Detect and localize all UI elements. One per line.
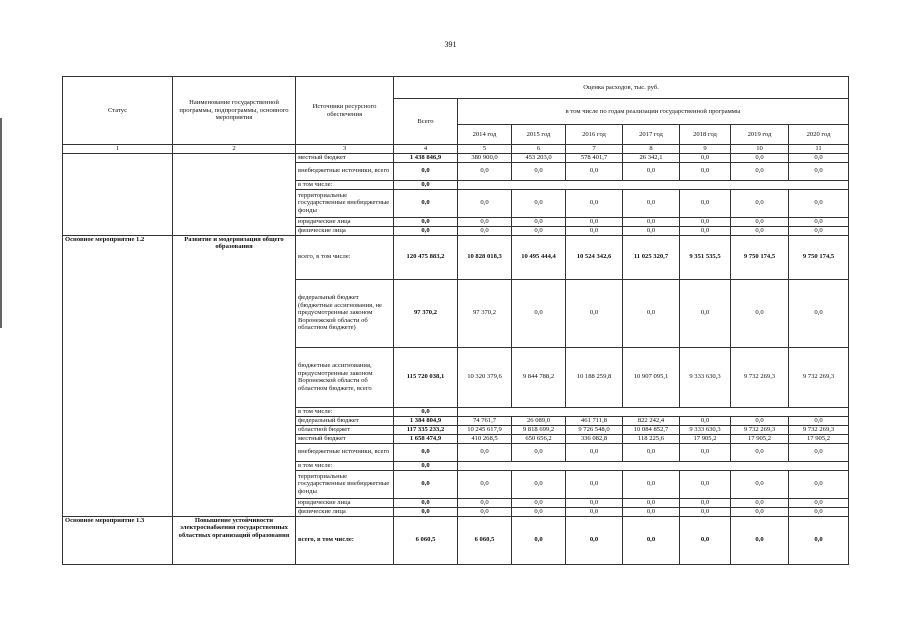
value-total: 0,0	[394, 443, 458, 461]
value-2017: 0,0	[623, 516, 680, 564]
value-2018: 0,0	[680, 162, 731, 180]
value-2014: 0,0	[458, 507, 512, 516]
value-2017: 0,0	[623, 189, 680, 217]
table-row	[63, 153, 849, 162]
value-2016: 461 711,8	[566, 416, 623, 425]
value-2018: 9 333 630,3	[680, 425, 731, 434]
value-2014: 410 268,5	[458, 434, 512, 443]
value-2018: 0,0	[680, 507, 731, 516]
value-2018: 9 351 535,5	[680, 235, 731, 279]
value-2019: 0,0	[731, 443, 789, 461]
header-by-years: в том числе по годам реализации государственной программы	[458, 99, 849, 125]
table-row	[63, 516, 849, 564]
value-2015: 0,0	[512, 507, 566, 516]
name-cell: Повышение устойчивости электроснабжения государственных областных организаций образования	[173, 516, 296, 564]
header-year: 2020 год	[789, 125, 849, 145]
header-year: 2016 год	[566, 125, 623, 145]
column-numbers-row	[63, 145, 849, 154]
name-cell: Развитие и модернизация общего образования	[173, 235, 296, 516]
value-2018: 0,0	[680, 443, 731, 461]
value-2015: 0,0	[512, 443, 566, 461]
value-total: 97 370,2	[394, 279, 458, 347]
header-estimate: Оценка расходов, тыс. руб.	[394, 77, 849, 99]
source-label: территориальные государственные внебюджетные фонды	[296, 189, 394, 217]
source-label: в том числе:	[296, 180, 394, 189]
empty-cells	[458, 461, 849, 470]
value-2020: 9 732 269,3	[789, 425, 849, 434]
header-sources: Источники ресурсного обеспечения	[296, 77, 394, 145]
value-2016: 10 524 342,6	[566, 235, 623, 279]
value-2016: 9 726 548,0	[566, 425, 623, 434]
col-number: 3	[296, 145, 394, 154]
value-2020: 0,0	[789, 498, 849, 507]
value-2017: 0,0	[623, 279, 680, 347]
value-2014: 97 370,2	[458, 279, 512, 347]
value-2015: 0,0	[512, 217, 566, 226]
value-2014: 6 060,5	[458, 516, 512, 564]
value-2015: 650 656,2	[512, 434, 566, 443]
value-2017: 10 084 852,7	[623, 425, 680, 434]
header-year: 2015 год	[512, 125, 566, 145]
value-2020: 0,0	[789, 226, 849, 235]
value-2018: 0,0	[680, 217, 731, 226]
value-2014: 10 320 379,6	[458, 347, 512, 407]
value-2015: 9 844 788,2	[512, 347, 566, 407]
value-2014: 0,0	[458, 498, 512, 507]
value-2016: 0,0	[566, 443, 623, 461]
value-2014: 0,0	[458, 470, 512, 498]
value-2020: 0,0	[789, 507, 849, 516]
value-2017: 118 225,6	[623, 434, 680, 443]
value-2015: 0,0	[512, 226, 566, 235]
header-year: 2017 год	[623, 125, 680, 145]
value-total: 0,0	[394, 461, 458, 470]
value-2020: 0,0	[789, 416, 849, 425]
value-2020: 0,0	[789, 162, 849, 180]
value-2019: 17 905,2	[731, 434, 789, 443]
header-name: Наименование государственной программы, подпрограммы, основного мероприятия	[173, 77, 296, 145]
header-year: 2018 год	[680, 125, 731, 145]
status-cell: Основное мероприятие 1.2	[63, 235, 173, 516]
value-2016: 0,0	[566, 470, 623, 498]
value-2014: 10 245 617,9	[458, 425, 512, 434]
source-label: бюджетные ассигнования, предусмотренные законом Воронежской области об областном бюджете, всего	[296, 347, 394, 407]
value-2020: 0,0	[789, 153, 849, 162]
col-number: 1	[63, 145, 173, 154]
value-2019: 9 732 269,3	[731, 425, 789, 434]
value-total: 1 658 474,9	[394, 434, 458, 443]
header-total: Всего	[394, 99, 458, 145]
source-label: федеральный бюджет	[296, 416, 394, 425]
value-2019: 0,0	[731, 217, 789, 226]
value-2019: 0,0	[731, 279, 789, 347]
page-number: 391	[444, 40, 457, 49]
value-2019: 9 750 174,5	[731, 235, 789, 279]
value-2014: 0,0	[458, 162, 512, 180]
col-number: 11	[789, 145, 849, 154]
value-total: 0,0	[394, 407, 458, 416]
value-2017: 0,0	[623, 470, 680, 498]
value-2017: 822 242,4	[623, 416, 680, 425]
value-total: 115 720 038,1	[394, 347, 458, 407]
source-label: в том числе:	[296, 407, 394, 416]
value-total: 1 438 846,9	[394, 153, 458, 162]
source-label: внебюджетные источники, всего	[296, 443, 394, 461]
empty-cells	[458, 180, 849, 189]
value-2017: 0,0	[623, 162, 680, 180]
value-2018: 0,0	[680, 416, 731, 425]
value-2015: 10 495 444,4	[512, 235, 566, 279]
source-label: в том числе:	[296, 461, 394, 470]
name-cell-empty	[173, 153, 296, 235]
value-total: 1 384 804,9	[394, 416, 458, 425]
value-total: 0,0	[394, 507, 458, 516]
empty-cells	[458, 407, 849, 416]
source-label: физические лица	[296, 226, 394, 235]
value-2018: 0,0	[680, 470, 731, 498]
value-2016: 0,0	[566, 279, 623, 347]
value-2019: 0,0	[731, 153, 789, 162]
value-2020: 0,0	[789, 470, 849, 498]
source-label: юридические лица	[296, 498, 394, 507]
value-2019: 0,0	[731, 416, 789, 425]
value-2018: 0,0	[680, 279, 731, 347]
value-2016: 336 082,8	[566, 434, 623, 443]
source-label: всего, в том числе:	[296, 516, 394, 564]
value-2015: 0,0	[512, 279, 566, 347]
source-label: областной бюджет	[296, 425, 394, 434]
value-2017: 11 025 320,7	[623, 235, 680, 279]
value-2015: 26 089,0	[512, 416, 566, 425]
status-cell: Основное мероприятие 1.3	[63, 516, 173, 564]
value-2014: 380 900,0	[458, 153, 512, 162]
value-2018: 9 333 630,3	[680, 347, 731, 407]
header-status: Статус	[63, 77, 173, 145]
col-number: 6	[512, 145, 566, 154]
value-2019: 0,0	[731, 516, 789, 564]
value-2016: 0,0	[566, 507, 623, 516]
header-year: 2019 год	[731, 125, 789, 145]
col-number: 2	[173, 145, 296, 154]
budget-table	[62, 76, 849, 565]
value-2019: 0,0	[731, 162, 789, 180]
value-2016: 0,0	[566, 189, 623, 217]
source-label: местный бюджет	[296, 434, 394, 443]
value-2016: 10 188 259,8	[566, 347, 623, 407]
col-number: 7	[566, 145, 623, 154]
value-2019: 0,0	[731, 498, 789, 507]
value-2020: 17 905,2	[789, 434, 849, 443]
value-total: 0,0	[394, 226, 458, 235]
value-2016: 0,0	[566, 226, 623, 235]
value-2014: 10 828 018,3	[458, 235, 512, 279]
value-total: 0,0	[394, 180, 458, 189]
value-total: 6 060,5	[394, 516, 458, 564]
value-2015: 0,0	[512, 162, 566, 180]
value-2015: 0,0	[512, 189, 566, 217]
source-label: всего, в том числе:	[296, 235, 394, 279]
value-2016: 0,0	[566, 162, 623, 180]
source-label: территориальные государственные внебюджетные фонды	[296, 470, 394, 498]
value-2018: 0,0	[680, 153, 731, 162]
col-number: 9	[680, 145, 731, 154]
value-2020: 0,0	[789, 217, 849, 226]
value-2017: 0,0	[623, 507, 680, 516]
status-cell-empty	[63, 153, 173, 235]
scan-edge-mark	[0, 118, 2, 328]
value-2017: 26 342,1	[623, 153, 680, 162]
value-2017: 0,0	[623, 226, 680, 235]
value-2018: 17 905,2	[680, 434, 731, 443]
value-2017: 0,0	[623, 217, 680, 226]
value-2018: 0,0	[680, 498, 731, 507]
value-total: 0,0	[394, 189, 458, 217]
col-number: 4	[394, 145, 458, 154]
value-2020: 0,0	[789, 279, 849, 347]
value-total: 0,0	[394, 217, 458, 226]
value-total: 117 335 233,2	[394, 425, 458, 434]
table-row	[63, 235, 849, 279]
value-2015: 0,0	[512, 498, 566, 507]
source-label: внебюджетные источники, всего	[296, 162, 394, 180]
value-2015: 0,0	[512, 470, 566, 498]
col-number: 10	[731, 145, 789, 154]
value-2019: 9 732 269,3	[731, 347, 789, 407]
value-2017: 10 907 095,1	[623, 347, 680, 407]
value-2018: 0,0	[680, 189, 731, 217]
value-2020: 0,0	[789, 443, 849, 461]
value-2016: 0,0	[566, 516, 623, 564]
value-2018: 0,0	[680, 226, 731, 235]
value-2014: 0,0	[458, 189, 512, 217]
value-2019: 0,0	[731, 226, 789, 235]
value-total: 0,0	[394, 162, 458, 180]
value-2019: 0,0	[731, 507, 789, 516]
col-number: 8	[623, 145, 680, 154]
value-2015: 9 818 699,2	[512, 425, 566, 434]
value-total: 0,0	[394, 470, 458, 498]
value-2016: 0,0	[566, 498, 623, 507]
value-2020: 0,0	[789, 189, 849, 217]
source-label: физические лица	[296, 507, 394, 516]
value-2015: 453 203,0	[512, 153, 566, 162]
value-2020: 0,0	[789, 516, 849, 564]
header-year: 2014 год	[458, 125, 512, 145]
value-2016: 578 401,7	[566, 153, 623, 162]
value-2020: 9 750 174,5	[789, 235, 849, 279]
value-2019: 0,0	[731, 189, 789, 217]
value-2014: 0,0	[458, 443, 512, 461]
value-2017: 0,0	[623, 443, 680, 461]
value-2014: 74 761,7	[458, 416, 512, 425]
value-2014: 0,0	[458, 226, 512, 235]
value-total: 0,0	[394, 498, 458, 507]
value-2017: 0,0	[623, 498, 680, 507]
source-label: местный бюджет	[296, 153, 394, 162]
value-2015: 0,0	[512, 516, 566, 564]
value-2019: 0,0	[731, 470, 789, 498]
value-2018: 0,0	[680, 516, 731, 564]
value-2016: 0,0	[566, 217, 623, 226]
source-label: юридические лица	[296, 217, 394, 226]
value-2020: 9 732 269,3	[789, 347, 849, 407]
value-total: 120 475 883,2	[394, 235, 458, 279]
value-2014: 0,0	[458, 217, 512, 226]
source-label: федеральный бюджет (бюджетные ассигнования, не предусмотренные законом Воронежской области об областном бюджете)	[296, 279, 394, 347]
col-number: 5	[458, 145, 512, 154]
